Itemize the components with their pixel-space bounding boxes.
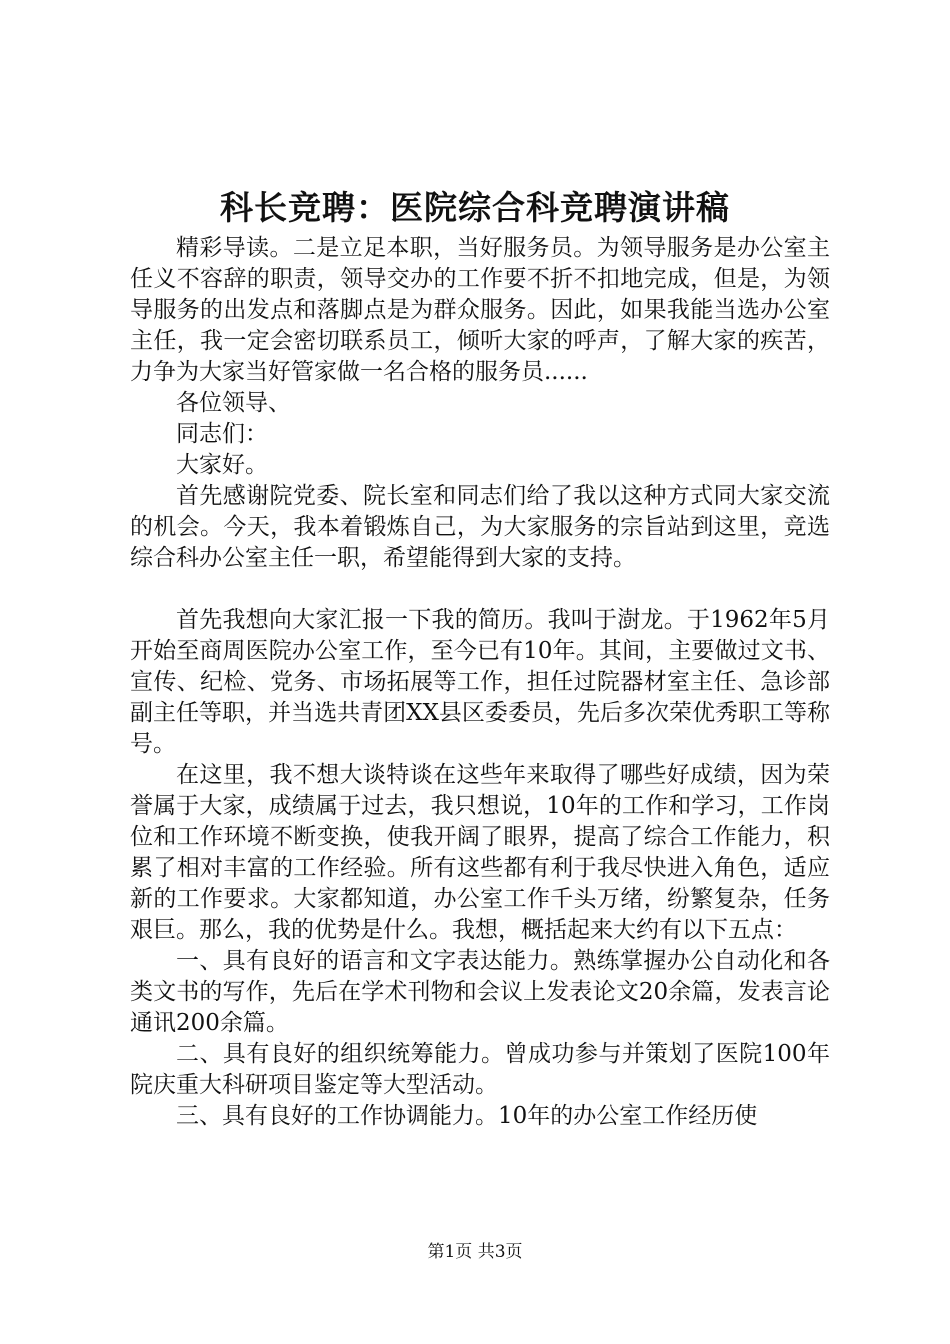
paragraph-salutation-leaders: 各位领导、 <box>176 390 291 416</box>
paragraph-point-1: 一、具有良好的语言和文字表达能力。熟练掌握办公自动化和各类文书的写作，先后在学术刊物和会议上发表论文20余篇，发表言论通讯200余篇。 <box>130 948 830 1036</box>
paragraph-resume: 首先我想向大家汇报一下我的简历。我叫于澍龙。于1962年5月开始至商周医院办公室工作，至今已有10年。其间，主要做过文书、宣传、纪检、党务、市场拓展等工作，担任过院器材室主任、急诊部副主任等职，并当选共青团XX县区委委员，先后多次荣优秀职工等称号。 <box>130 607 830 757</box>
page-number: 第1页 共3页 <box>427 1242 523 1262</box>
paragraph-greeting: 大家好。 <box>176 452 268 478</box>
paragraph-intro: 精彩导读。二是立足本职，当好服务员。为领导服务是办公室主任义不容辞的职责，领导交办的工作要不折不扣地完成，但是，为领导服务的出发点和落脚点是为群众服务。因此，如果我能当选办公室主任，我一定会密切联系员工，倾听大家的呼声，了解大家的疾苦，力争为大家当好管家做一名合格的服务员...... <box>130 235 830 385</box>
document-title: 科长竞聘：医院综合科竞聘演讲稿 <box>220 188 730 227</box>
paragraph-point-3: 三、具有良好的工作协调能力。10年的办公室工作经历使 <box>176 1103 758 1129</box>
paragraph-point-2: 二、具有良好的组织统筹能力。曾成功参与并策划了医院100年院庆重大科研项目鉴定等大型活动。 <box>130 1041 830 1098</box>
paragraph-strengths: 在这里，我不想大谈特谈在这些年来取得了哪些好成绩，因为荣誉属于大家，成绩属于过去，我只想说，10年的工作和学习，工作岗位和工作环境不断变换，使我开阔了眼界，提高了综合工作能力，积累了相对丰富的工作经验。所有这些都有利于我尽快进入角色，适应新的工作要求。大家都知道，办公室工作千头万绪，纷繁复杂，任务艰巨。那么，我的优势是什么。我想，概括起来大约有以下五点： <box>130 762 830 943</box>
paragraph-salutation-comrades: 同志们： <box>176 421 268 447</box>
document-body <box>130 233 830 1132</box>
paragraph-thanks: 首先感谢院党委、院长室和同志们给了我以这种方式同大家交流的机会。今天，我本着锻炼自己，为大家服务的宗旨站到这里，竞选综合科办公室主任一职，希望能得到大家的支持。 <box>130 483 830 571</box>
